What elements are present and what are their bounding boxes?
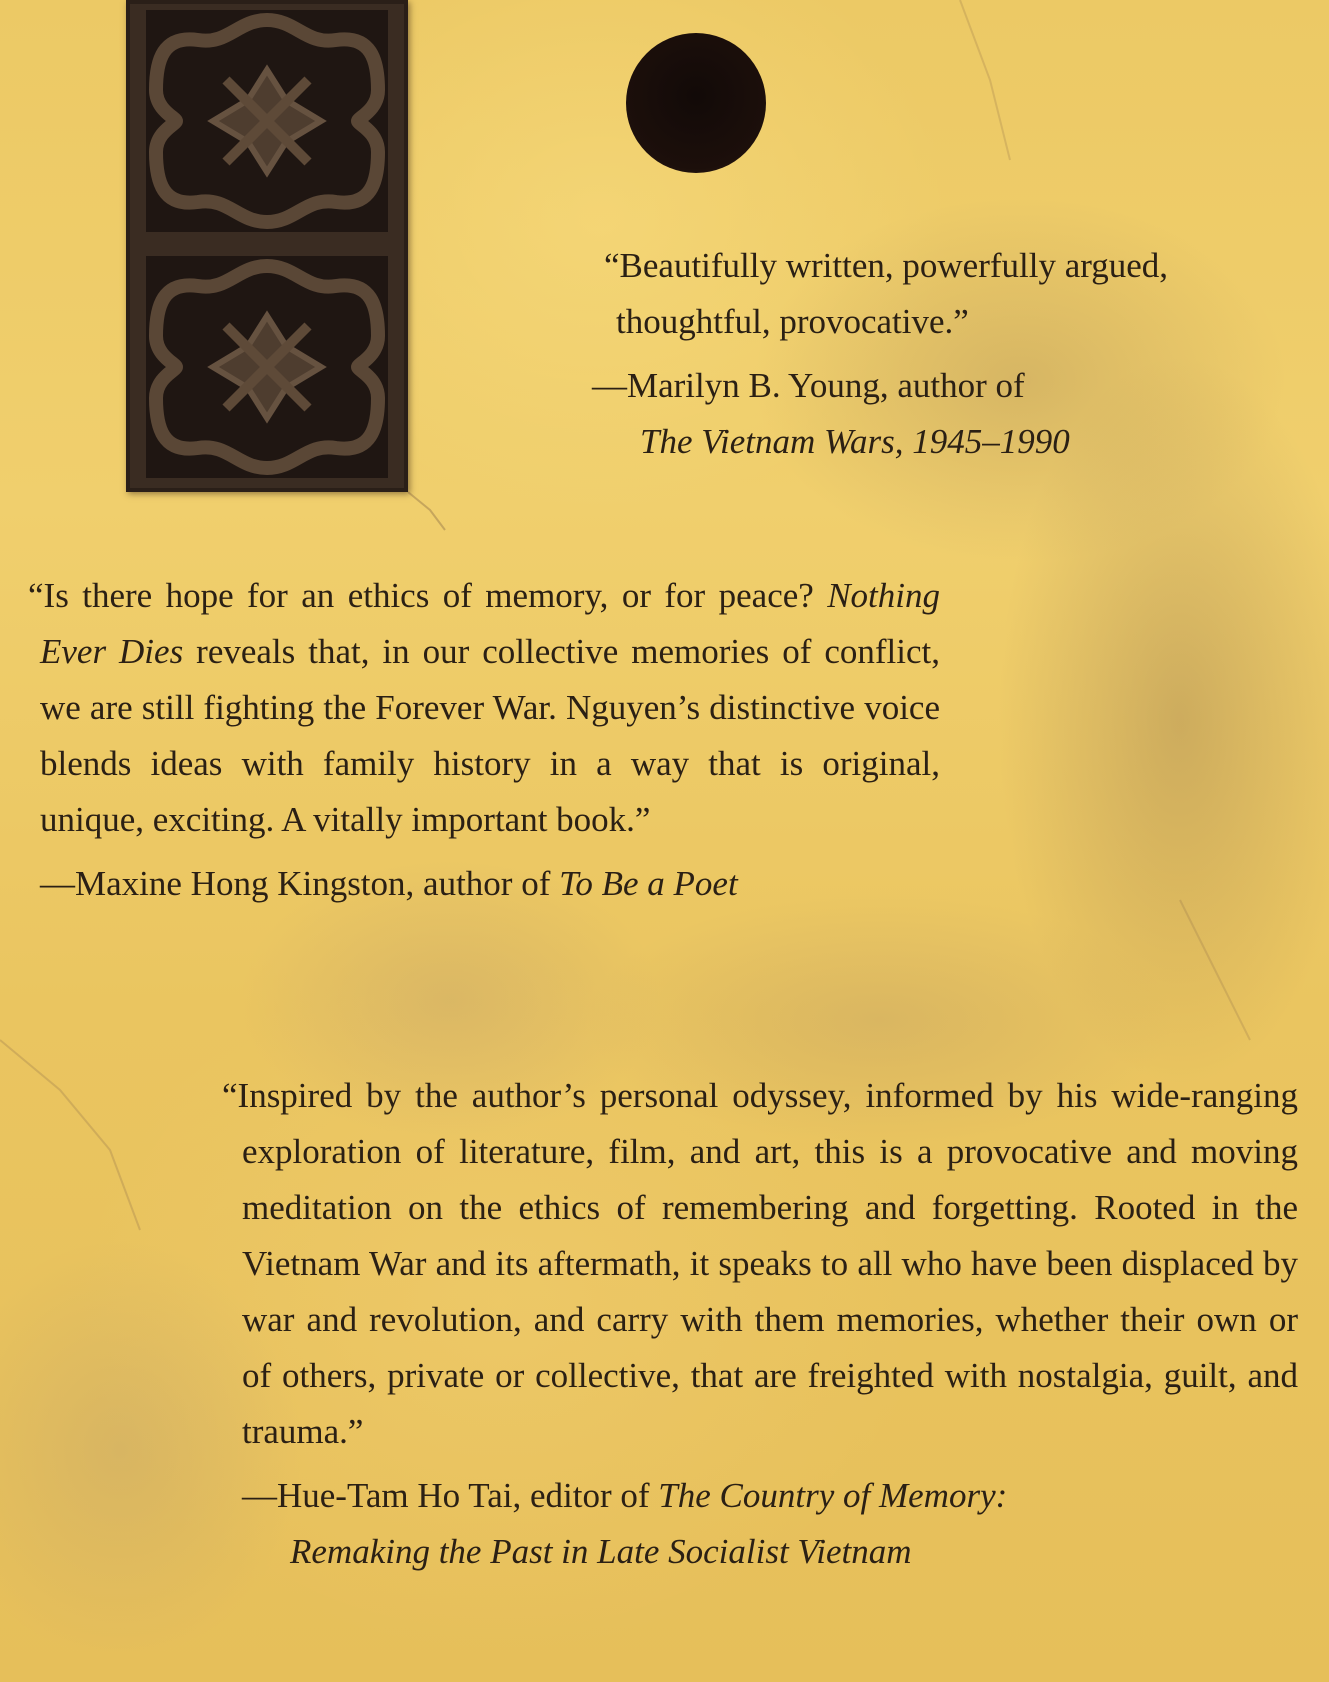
blurb-text: “Beautifully written, powerfully argued, thoughtful, provocative.”	[604, 246, 1169, 341]
blurb-text	[28, 568, 940, 848]
blurb-attribution	[592, 358, 1304, 470]
blurb-attribution	[222, 1468, 1298, 1580]
attribution-name: —Maxine Hong Kingston, author of	[40, 864, 560, 903]
blurb-marilyn-young	[592, 238, 1304, 470]
attribution-name: —Hue-Tam Ho Tai, editor of	[242, 1476, 659, 1515]
blurb-hue-tam-ho-tai	[222, 1068, 1298, 1580]
blurb-text-before: “Is there hope for an ethics of memory, or for peace?	[28, 576, 828, 615]
blurb-text-after: reveals that, in our collective memories of conflict, we are still fighting the Forever War. Nguyen’s distinctive voice blends ideas with family history in a way that is original, unique, exciting. A vitally important book.”	[40, 632, 940, 839]
attribution-work: The Vietnam Wars, 1945–1990	[640, 422, 1070, 461]
attribution-name: —Marilyn B. Young, author of	[592, 366, 1025, 405]
blurb-attribution	[28, 856, 940, 912]
attribution-work-line1: The Country of Memory:	[658, 1476, 1008, 1515]
attribution-work-line2: Remaking the Past in Late Socialist Vietnam	[290, 1532, 912, 1571]
attribution-work: To Be a Poet	[559, 864, 738, 903]
blurb-text: “Inspired by the author’s personal odyssey, informed by his wide-ranging exploration of literature, film, and art, this is a provocative and moving meditation on the ethics of remembering and forgetting. Rooted in the Vietnam War and its aftermath, it speaks to all who have been displaced by war and revolution, and carry with them memories, whether their own or of others, private or collective, that are freighted with nostalgia, guilt, and trauma.”	[222, 1076, 1298, 1451]
blurb-maxine-hong-kingston	[28, 568, 940, 912]
book-title: Nothing Ever Dies	[40, 576, 940, 671]
